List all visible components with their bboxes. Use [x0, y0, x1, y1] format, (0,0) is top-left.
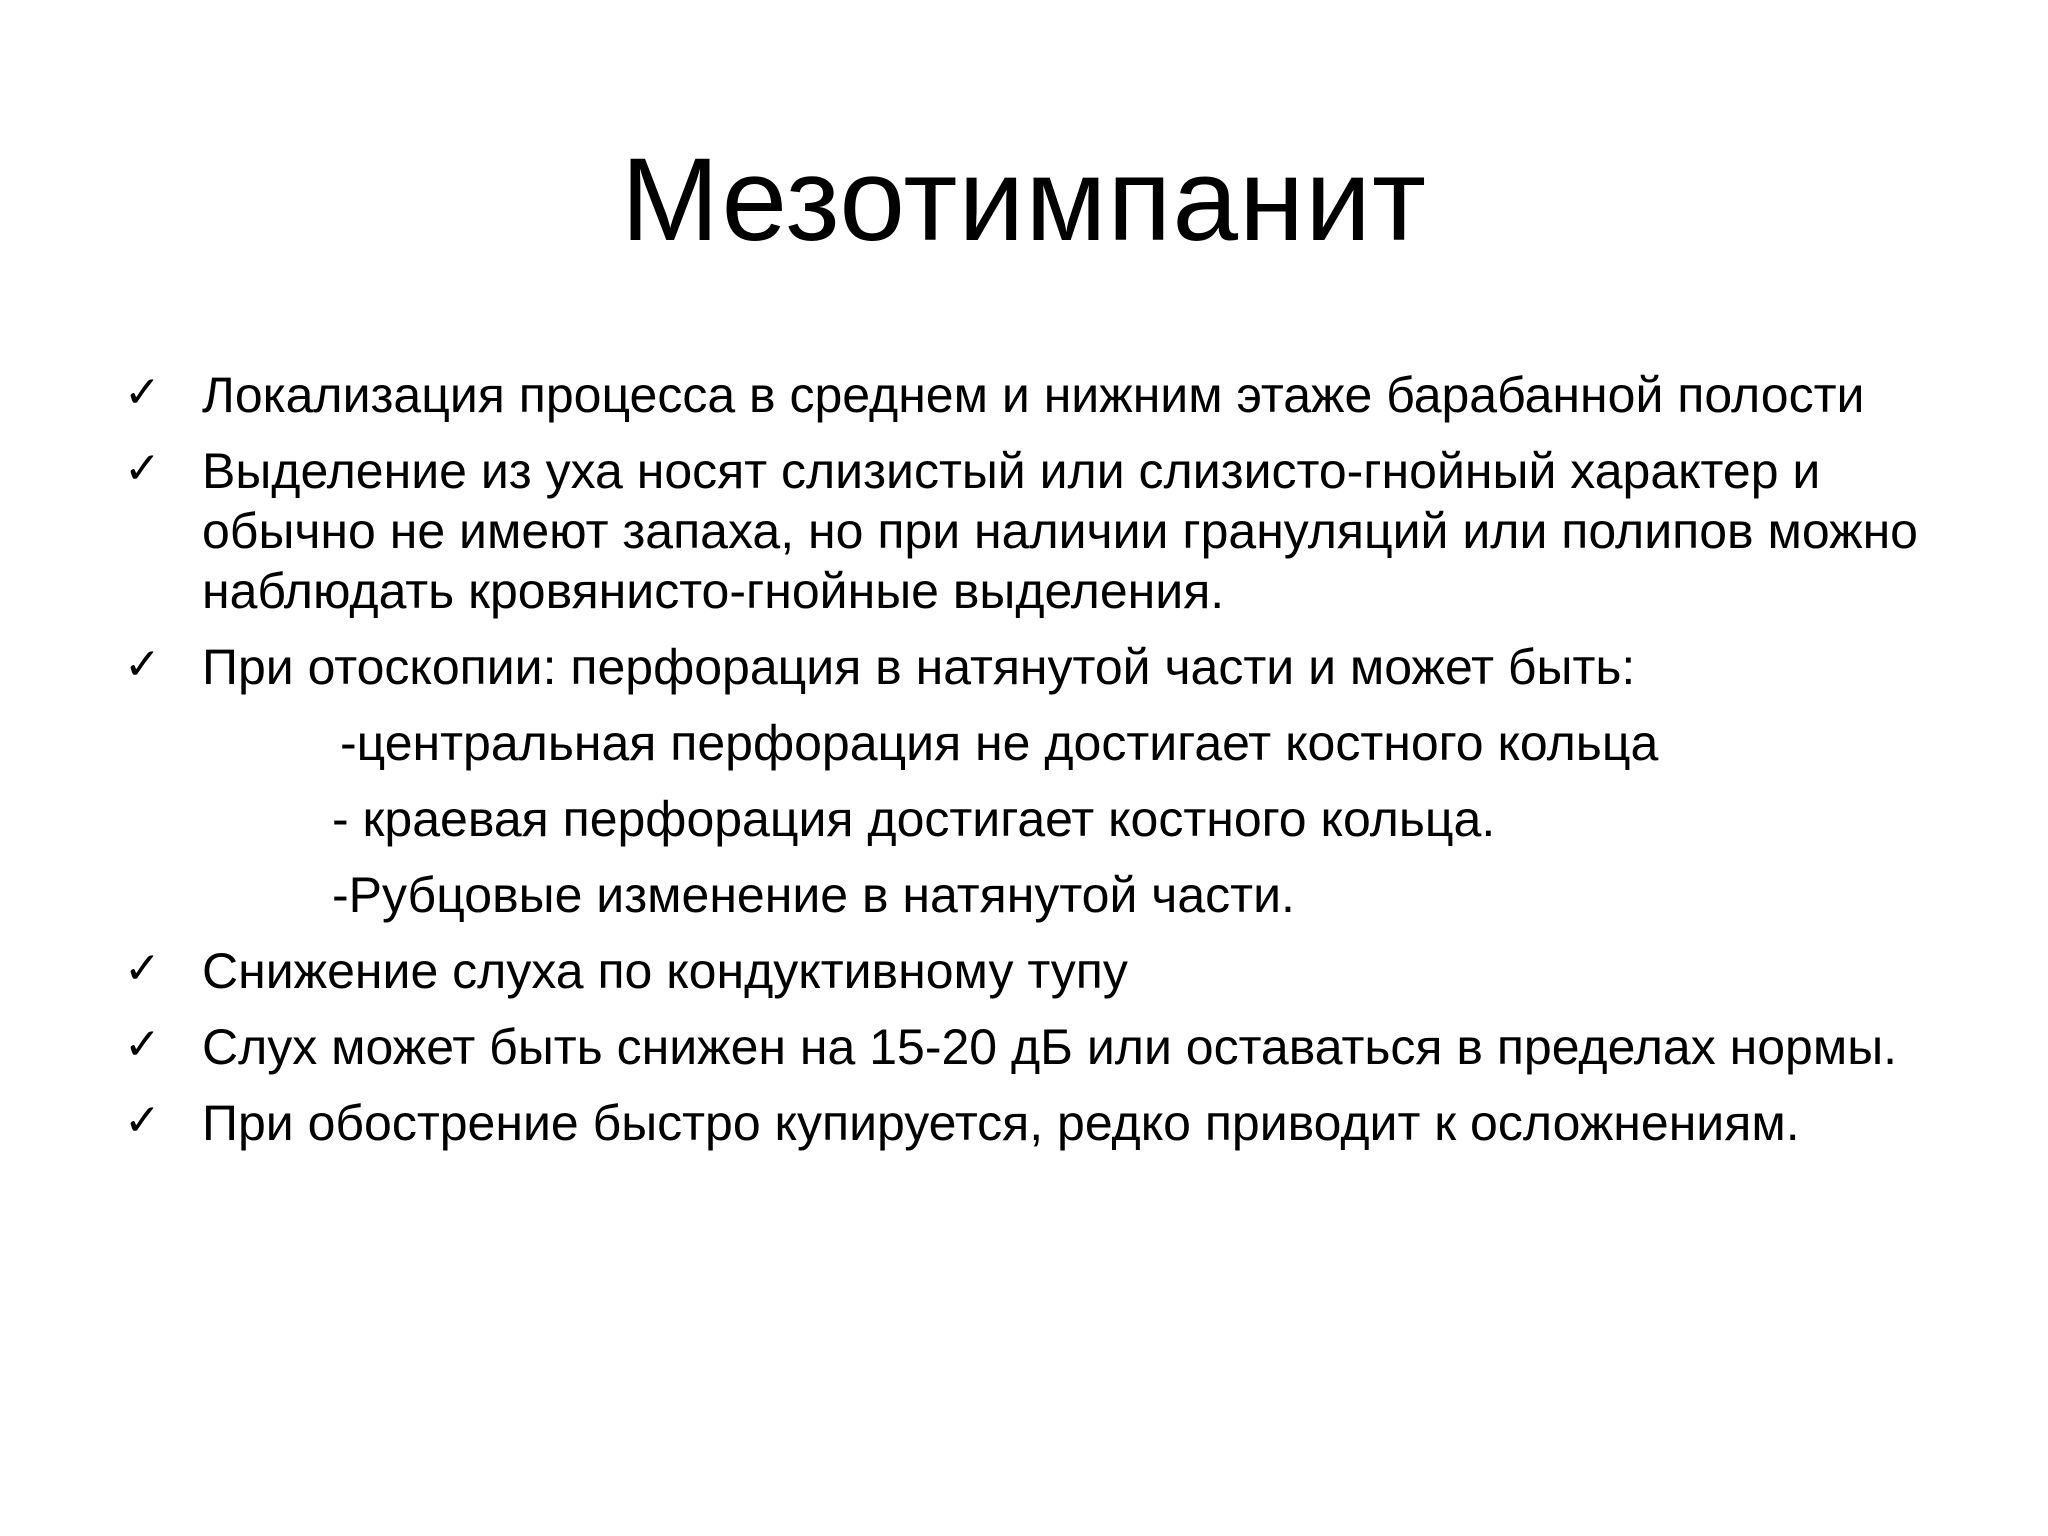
list-item-text: Снижение слуха по кондуктивному тупу: [202, 943, 1128, 999]
bullet-list: [120, 365, 1960, 1169]
list-item: [120, 441, 1962, 621]
list-item-text: При обострение быстро купируется, редко приводит к осложнениям.: [202, 1095, 1800, 1151]
list-item: [120, 637, 1960, 697]
sub-item: -Рубцовые изменение в натянутой части.: [332, 867, 1295, 923]
checkmark-icon: ✓: [124, 943, 161, 994]
list-item: [120, 1017, 1902, 1077]
list-item: [120, 1093, 1960, 1153]
checkmark-icon: ✓: [124, 639, 161, 690]
checkmark-icon: ✓: [124, 1019, 161, 1070]
checkmark-icon: ✓: [124, 443, 161, 494]
slide-title: Мезотимпанит: [620, 134, 1428, 266]
checkmark-icon: ✓: [124, 367, 161, 418]
list-item-text: Выделение из уха носят слизистый или слизисто-гнойный характер и обычно не имеют запаха, но при наличии грануляций или полипов можно наблюдать кровянисто-гнойные выделения.: [202, 443, 1918, 619]
checkmark-icon: ✓: [124, 1095, 161, 1146]
list-item: [120, 365, 1960, 425]
list-item-text: Локализация процесса в среднем и нижним этаже барабанной полости: [202, 367, 1865, 423]
sub-item: - краевая перфорация достигает костного кольца.: [332, 791, 1496, 847]
sub-item: -центральная перфорация не достигает костного кольца: [340, 715, 1659, 771]
list-item: [120, 941, 1960, 1001]
list-item-text: При отоскопии: перфорация в натянутой части и может быть:: [202, 639, 1636, 695]
list-item-text: Слух может быть снижен на 15-20 дБ или оставаться в пределах нормы.: [202, 1019, 1898, 1075]
